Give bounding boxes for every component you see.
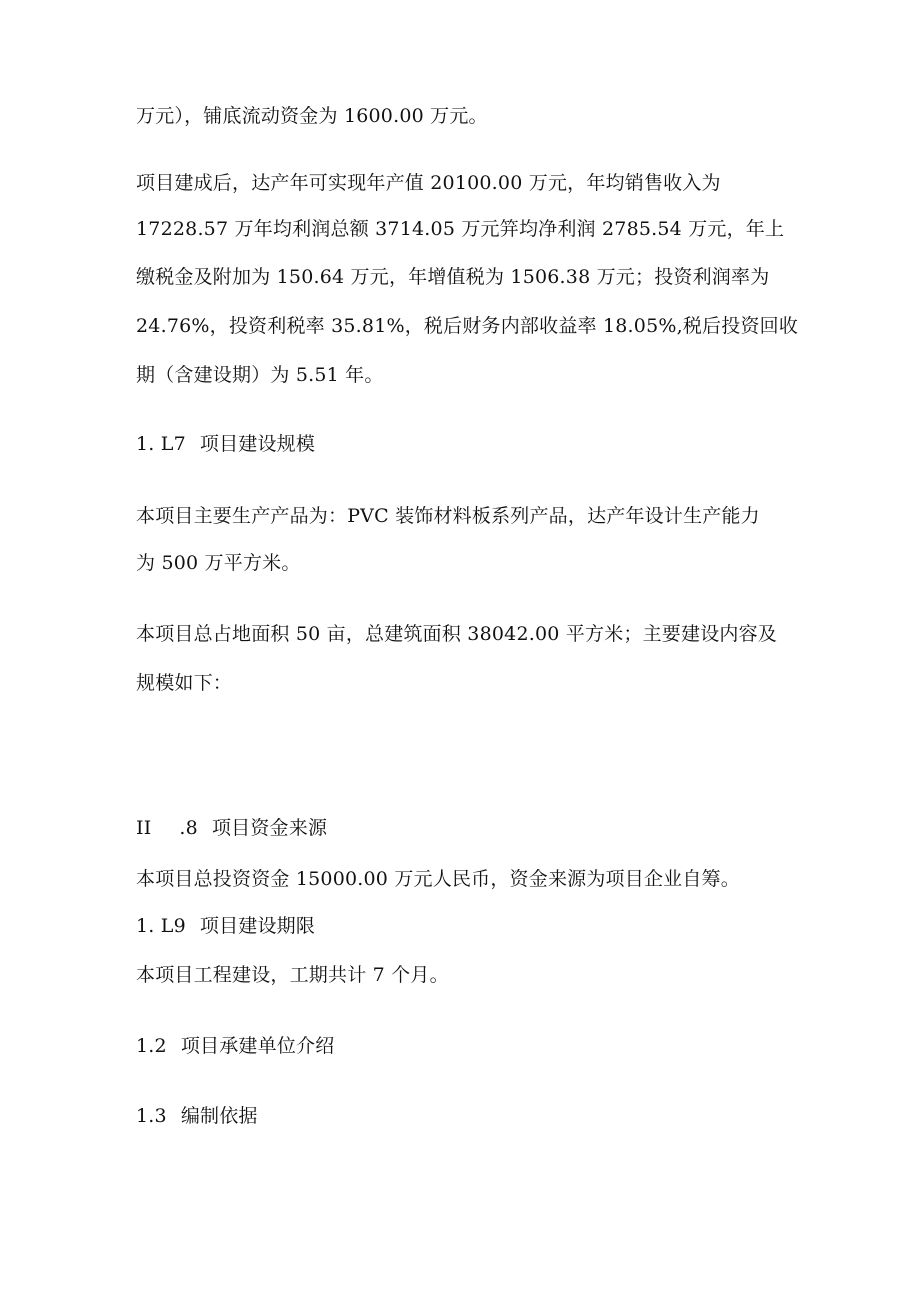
paragraph-line: 本项目总投资资金 15000.00 万元人民币，资金来源为项目企业自筹。 bbox=[136, 868, 740, 890]
section-title: 项目建设期限 bbox=[199, 915, 316, 937]
paragraph-line: 17228.57 万年均利润总额 3714.05 万元笄均净利润 2785.54 万元，年上 bbox=[136, 218, 785, 240]
paragraph-line: 规模如下： bbox=[136, 672, 233, 694]
section-title: 项目资金来源 bbox=[211, 817, 328, 839]
paragraph-line: 为 500 万平方米。 bbox=[136, 552, 301, 574]
section-number: 1. L7 bbox=[136, 433, 186, 455]
paragraph-line: 24.76%，投资利税率 35.81%，税后财务内部收益率 18.05%,税后投资回收 bbox=[136, 315, 799, 337]
section-heading-1-3 bbox=[136, 1103, 258, 1129]
paragraph-line: 项目建成后，达产年可实现年产值 20100.00 万元，年均销售收入为 bbox=[136, 172, 721, 194]
section-title: 项目承建单位介绍 bbox=[180, 1035, 335, 1057]
section-heading-1-9 bbox=[136, 913, 315, 939]
section-heading-1-2 bbox=[136, 1033, 334, 1059]
section-number: II bbox=[136, 817, 152, 839]
paragraph-line: 万元），铺底流动资金为 1600.00 万元。 bbox=[136, 105, 488, 127]
paragraph-line: 期（含建设期）为 5.51 年。 bbox=[136, 364, 384, 386]
section-title: 编制依据 bbox=[180, 1105, 258, 1127]
section-number: 1.2 bbox=[136, 1035, 167, 1057]
section-title: 项目建设规模 bbox=[199, 433, 316, 455]
section-number: 1.3 bbox=[136, 1105, 167, 1127]
paragraph-line: 本项目总占地面积 50 亩，总建筑面积 38042.00 平方米；主要建设内容及 bbox=[136, 623, 777, 645]
paragraph-line: 本项目工程建设，工期共计 7 个月。 bbox=[136, 964, 449, 986]
paragraph-line: 缴税金及附加为 150.64 万元，年增值税为 1506.38 万元；投资利润率为 bbox=[136, 266, 770, 288]
section-heading-1-8 bbox=[136, 815, 327, 841]
section-heading-1-7 bbox=[136, 431, 315, 457]
section-number-suffix: .8 bbox=[179, 817, 198, 839]
paragraph-line: 本项目主要生产产品为：PVC 装饰材料板系列产品，达产年设计生产能力 bbox=[136, 505, 760, 527]
section-number: 1. L9 bbox=[136, 915, 186, 937]
